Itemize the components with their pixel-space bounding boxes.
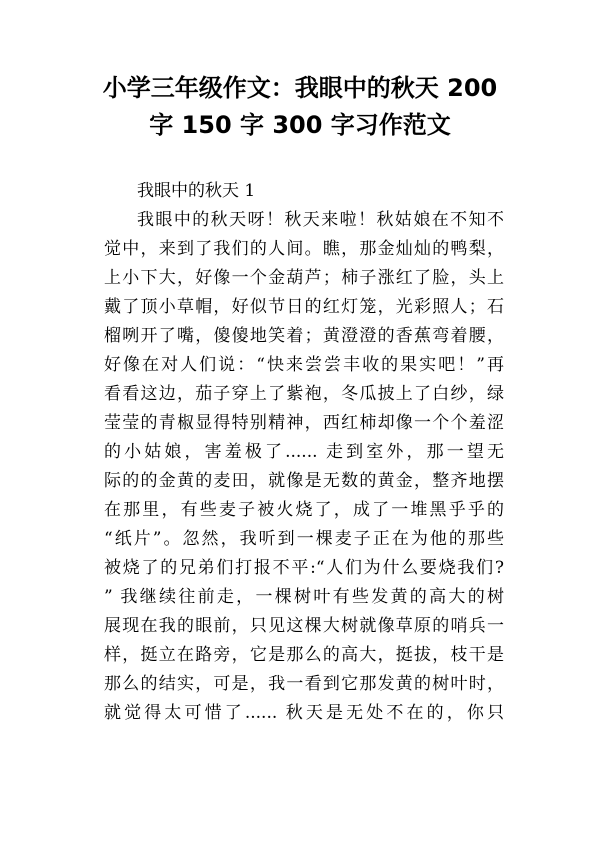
body-line: 就觉得太可惜了...... 秋天是无处不在的，你只 xyxy=(104,703,504,723)
body-line: 莹莹的青椒显得特别精神，西红柿却像一个个羞涩 xyxy=(104,413,504,433)
title-line-1: 小学三年级作文：我眼中的秋天 200 xyxy=(102,74,498,102)
document-title xyxy=(60,70,540,144)
title-line-2: 字 150 字 300 字习作范文 xyxy=(149,111,451,139)
body-line: 的小姑娘，害羞极了...... 走到室外，那一望无 xyxy=(104,442,504,462)
body-line: 被烧了的兄弟们打报不平:“人们为什么要烧我们? xyxy=(104,558,504,578)
body-line: 戴了顶小草帽，好似节日的红灯笼，光彩照人；石 xyxy=(104,297,504,317)
section-heading: 我眼中的秋天 1 xyxy=(137,181,256,201)
body-line: 那么的结实，可是，我一看到它那发黄的树叶时， xyxy=(104,674,504,694)
body-line: 好像在对人们说：“快来尝尝丰收的果实吧！”再 xyxy=(104,355,504,375)
essay-body xyxy=(104,206,504,728)
body-line: ” 我继续往前走，一棵树叶有些发黄的高大的树 xyxy=(104,587,504,607)
body-line: 展现在我的眼前，只见这棵大树就像草原的哨兵一 xyxy=(104,616,504,636)
body-line: 觉中，来到了我们的人间。瞧，那金灿灿的鸭梨， xyxy=(104,239,504,259)
body-line: “纸片”。忽然，我听到一棵麦子正在为他的那些 xyxy=(104,529,504,549)
body-line: 样，挺立在路旁，它是那么的高大，挺拔，枝干是 xyxy=(104,645,504,665)
body-line: 上小下大，好像一个金葫芦；柿子涨红了脸，头上 xyxy=(104,268,504,288)
body-line: 在那里，有些麦子被火烧了，成了一堆黑乎乎的 xyxy=(104,500,504,520)
body-line: 际的的金黄的麦田，就像是无数的黄金，整齐地摆 xyxy=(104,471,504,491)
body-line: 榴咧开了嘴，傻傻地笑着；黄澄澄的香蕉弯着腰， xyxy=(104,326,504,346)
body-line: 我眼中的秋天呀！秋天来啦！秋姑娘在不知不 xyxy=(137,210,504,230)
body-line: 看看这边，茄子穿上了紫袍，冬瓜披上了白纱，绿 xyxy=(104,384,504,404)
